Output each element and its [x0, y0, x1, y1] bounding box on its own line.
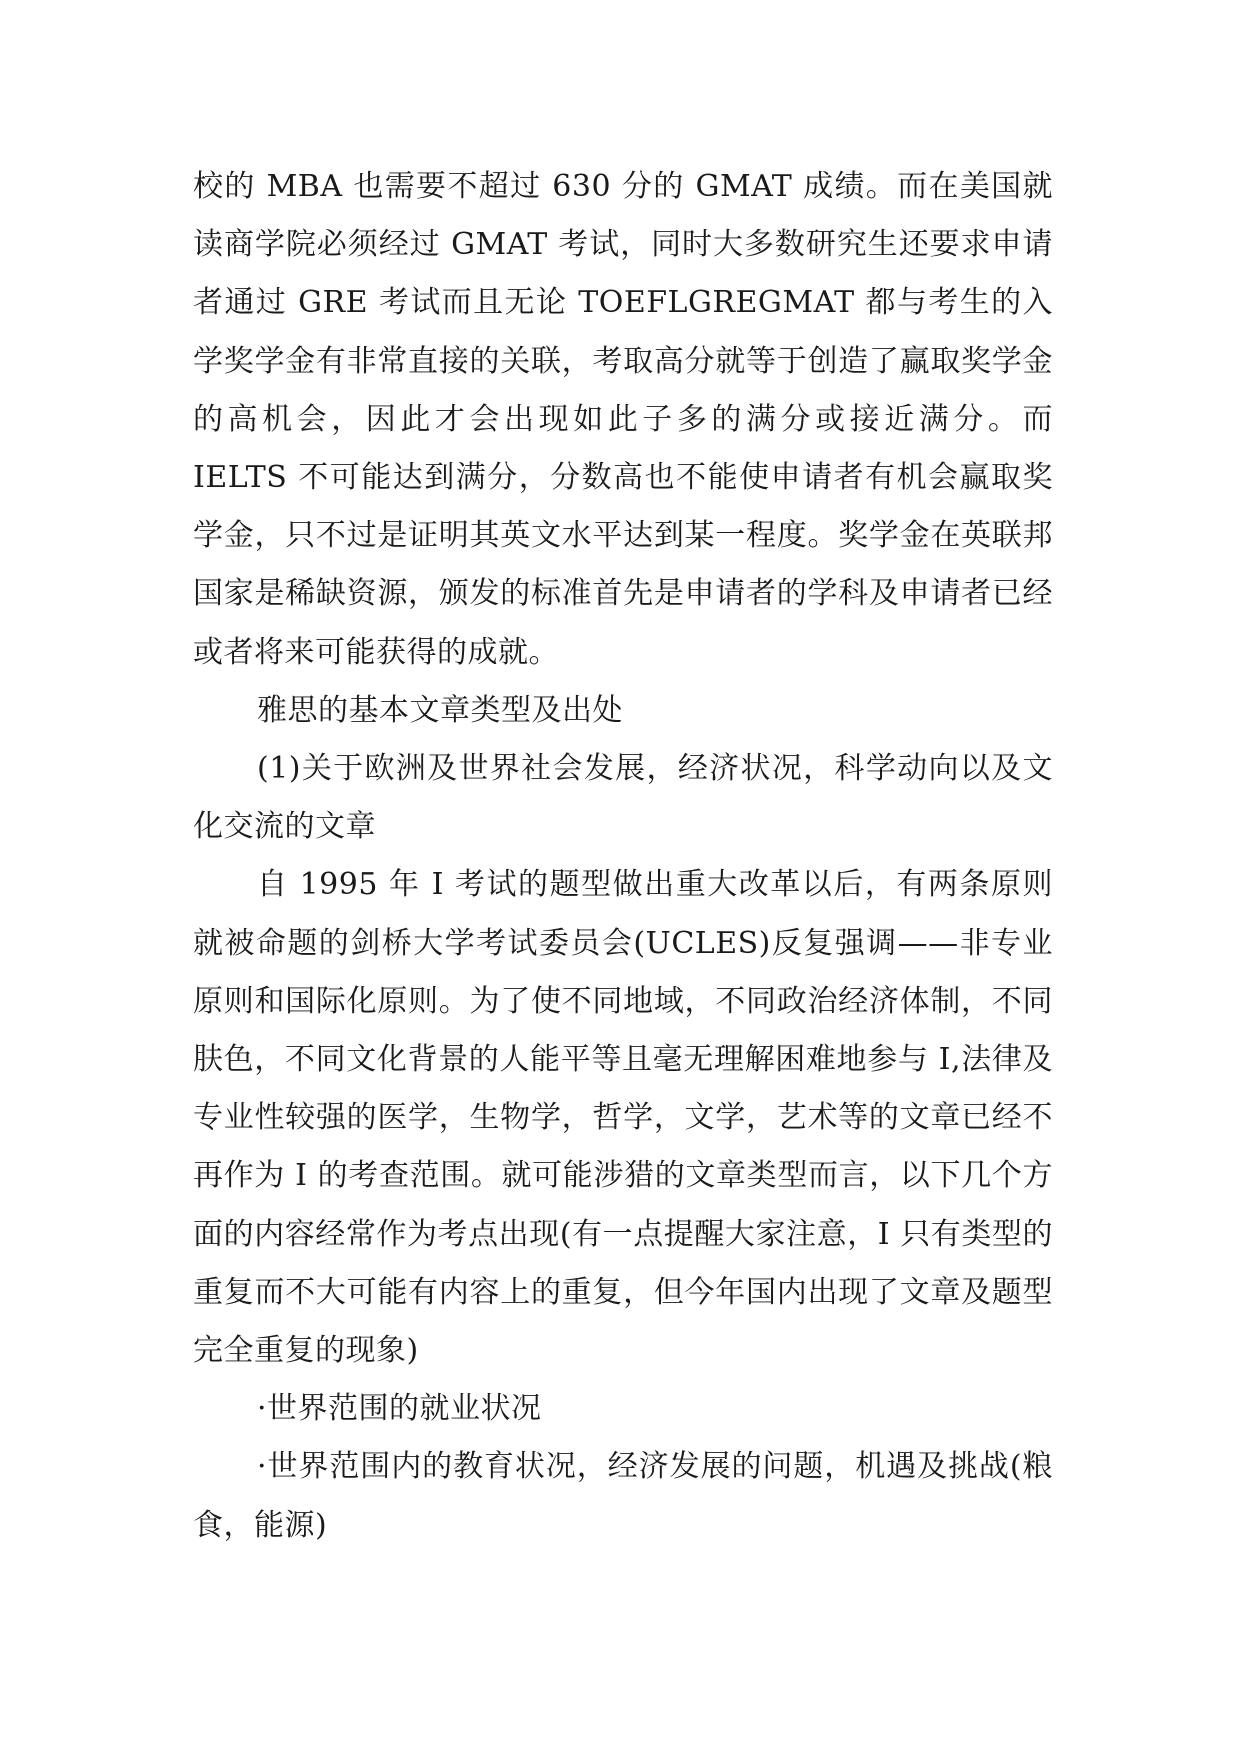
paragraph-1: 校的 MBA 也需要不超过 630 分的 GMAT 成绩。而在美国就读商学院必须经过 GMAT 考试，同时大多数研究生还要求申请者通过 GRE 考试而且无论 TOEFLGREGMAT 都与考生的入学奖学金有非常直接的关联，考取高分就等于创造了赢取奖学金的高机会，因此才会出现如此子多的满分或接近满分。而 IELTS 不可能达到满分，分数高也不能使申请者有机会赢取奖学金，只不过是证明其英文水平达到某一程度。奖学金在英联邦国家是稀缺资源，颁发的标准首先是申请者的学科及申请者已经或者将来可能获得的成就。: [193, 169, 1053, 670]
paragraph-4: 自 1995 年 I 考试的题型做出重大改革以后，有两条原则就被命题的剑桥大学考试委员会(UCLES)反复强调——非专业原则和国际化原则。为了使不同地域，不同政治经济体制，不同肤色，不同文化背景的人能平等且毫无理解困难地参与 I,法律及专业性较强的医学，生物学，哲学，文学，艺术等的文章已经不再作为 I 的考查范围。就可能涉猎的文章类型而言，以下几个方面的内容经常作为考点出现(有一点提醒大家注意，I 只有类型的重复而不大可能有内容上的重复，但今年国内出现了文章及题型完全重复的现象): [193, 867, 1053, 1369]
document-body: [193, 158, 1053, 1555]
paragraph-3: (1)关于欧洲及世界社会发展，经济状况，科学动向以及文化交流的文章: [193, 751, 1053, 845]
bullet-item-1: ·世界范围的就业状况: [257, 1391, 542, 1427]
bullet-item-2: ·世界范围内的教育状况，经济发展的问题，机遇及挑战(粮食，能源): [193, 1449, 1053, 1543]
section-heading: 雅思的基本文章类型及出处: [257, 692, 623, 728]
